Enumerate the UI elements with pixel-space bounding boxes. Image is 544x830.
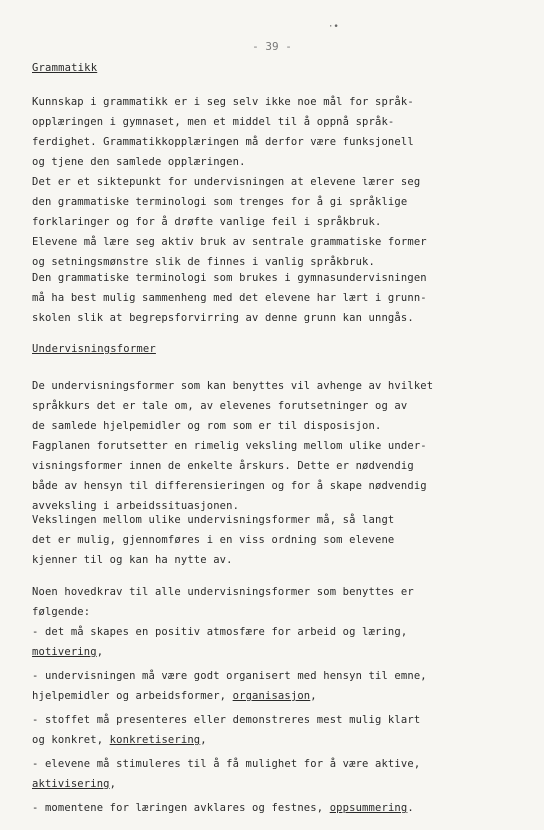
text-line: opplæringen i gymnaset, men et middel til å oppnå språk- [32,116,395,128]
paragraph [32,172,512,272]
text-line: det er mulig, gjennomføres i en viss ordning som elevene [32,534,395,546]
text-line: den grammatiske terminologi som trenges for å gi språklige [32,196,408,208]
text-line: visningsformer innen de enkelte årskurs. Dette er nødvendig [32,460,414,472]
text-line: må ha best mulig sammenheng med det elevene har lært i grunn- [32,292,427,304]
text-line: og konkret, konkretisering, [32,734,207,746]
paragraph [32,92,512,172]
text-line: aktivisering, [32,778,117,790]
text-line: de samlede hjelpemidler og rom som er til disposisjon. [32,420,382,432]
requirement-keyword: organisasjon [232,690,311,702]
text-line: og setningsmønstre slik de finnes i vanlig språkbruk. [32,256,375,268]
section-heading-grammatikk: Grammatikk [32,62,98,74]
requirement-item [32,798,512,818]
section-heading-undervisningsformer: Undervisningsformer [32,343,156,355]
requirement-item [32,754,512,794]
paragraph [32,268,512,328]
requirement-item [32,622,512,662]
requirements-list [32,622,512,822]
paragraph [32,510,512,570]
text-line: ferdighet. Grammatikkopplæringen må derfor være funksjonell [32,136,414,148]
ink-mark: ·• [328,22,339,32]
requirement-keyword: oppsummering [329,802,408,814]
text-line: Vekslingen mellom ulike undervisningsformer må, så langt [32,514,395,526]
paragraph [32,582,512,622]
requirement-item [32,710,512,750]
page-number: - 39 - [252,40,292,53]
text-line: - undervisningen må være godt organisert med hensyn til emne, [32,670,427,682]
paragraph [32,376,512,516]
text-line: - momentene for læringen avklares og festnes, oppsummering. [32,802,414,814]
text-line: Elevene må lære seg aktiv bruk av sentrale grammatiske former [32,236,427,248]
text-line: skolen slik at begrepsforvirring av denne grunn kan unngås. [32,312,414,324]
text-line: - det må skapes en positiv atmosfære for arbeid og læring, [32,626,408,638]
text-line: og tjene den samlede opplæringen. [32,156,246,168]
text-line: - stoffet må presenteres eller demonstreres mest mulig klart [32,714,421,726]
requirement-keyword: aktivisering [32,778,110,790]
requirement-item [32,666,512,706]
text-line: kjenner til og kan ha nytte av. [32,554,233,566]
text-line: forklaringer og for å drøfte vanlige feil i språkbruk. [32,216,382,228]
text-line: Det er et siktepunkt for undervisningen at elevene lærer seg [32,176,421,188]
text-line: - elevene må stimuleres til å få mulighet for å være aktive, [32,758,421,770]
text-line: Den grammatiske terminologi som brukes i gymnasundervisningen [32,272,427,284]
requirement-keyword: motivering [32,646,97,658]
text-line: avveksling i arbeidssituasjonen. [32,500,240,512]
text-line: både av hensyn til differensieringen og for å skape nødvendig [32,480,427,492]
requirement-keyword: konkretisering [109,734,201,746]
text-line: Noen hovedkrav til alle undervisningsformer som benyttes er [32,586,414,598]
text-line: Kunnskap i grammatikk er i seg selv ikke noe mål for språk- [32,96,414,108]
text-line: De undervisningsformer som kan benyttes vil avhenge av hvilket [32,380,434,392]
text-line: språkkurs det er tale om, av elevenes forutsetninger og av [32,400,408,412]
text-line: Fagplanen forutsetter en rimelig veksling mellom ulike under- [32,440,427,452]
text-line: følgende: [32,606,91,618]
text-line: hjelpemidler og arbeidsformer, organisasjon, [32,690,317,702]
text-line: motivering, [32,646,104,658]
